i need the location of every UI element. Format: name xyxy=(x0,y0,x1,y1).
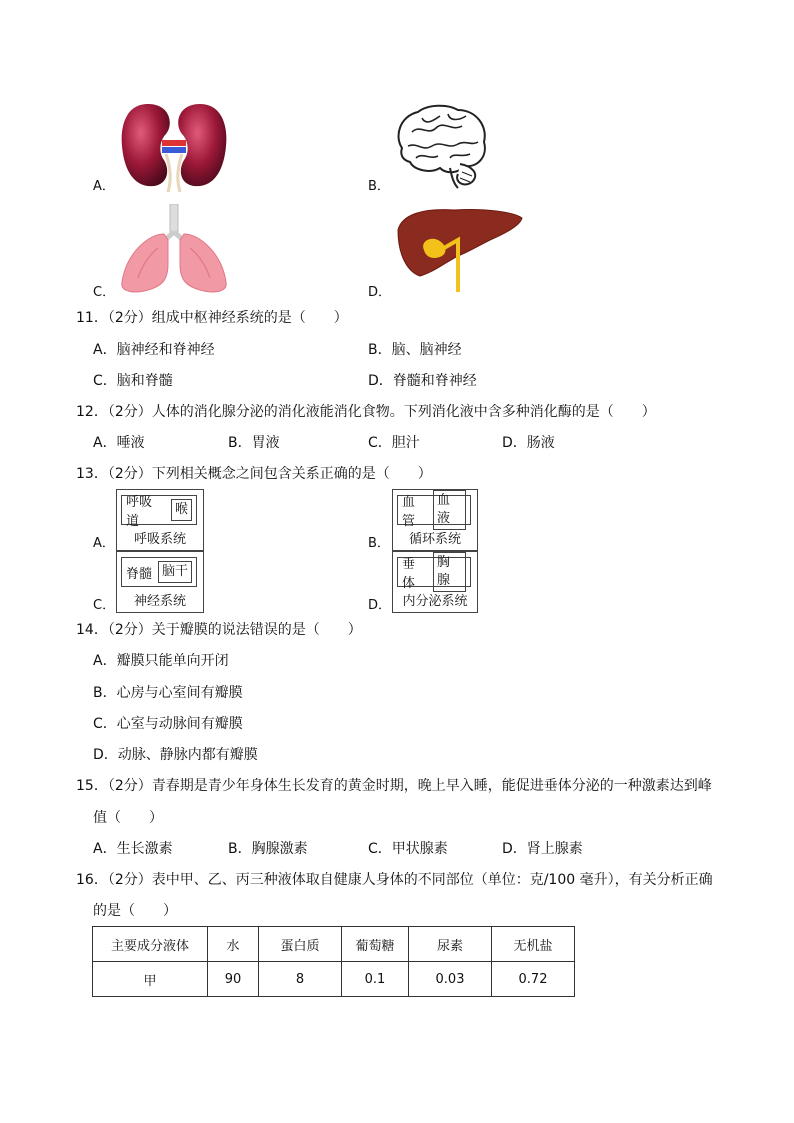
table-cell: 90 xyxy=(208,962,259,997)
q13-option-b-label: B． xyxy=(368,536,390,551)
q14-option-b[interactable]: B．心房与心室间有瓣膜 xyxy=(93,685,243,701)
q16-stem-line1: 16．（2分）表中甲、乙、丙三种液体取自健康人身体的不同部位（单位：克/100 毫升），有关分析正确 xyxy=(76,872,713,888)
q13-option-c-label: C． xyxy=(93,598,116,613)
q16-stem-line2: 的是（ ） xyxy=(93,903,177,919)
q11-option-d[interactable]: D．脊髓和脊神经 xyxy=(368,373,477,389)
table-row xyxy=(93,962,575,997)
table-cell: 0.1 xyxy=(342,962,409,997)
q15-stem-line2: 值（ ） xyxy=(93,810,163,826)
q13-b-outer-term: 血管 xyxy=(402,495,416,529)
q14-option-d[interactable]: D．动脉、静脉内都有瓣膜 xyxy=(93,747,258,763)
q13-option-a-label: A． xyxy=(93,536,115,551)
q13-d-caption: 内分泌系统 xyxy=(402,594,468,609)
q14-option-a[interactable]: A．瓣膜只能单向开闭 xyxy=(93,653,229,669)
q13-d-outer-term: 垂体 xyxy=(402,557,416,591)
q12-option-b[interactable]: B．胃液 xyxy=(228,435,280,451)
q13-c-outer-box xyxy=(121,557,197,587)
q13-d-inner-term: 胸腺 xyxy=(433,552,466,592)
q15-stem-line1: 15．（2分）青春期是青少年身体生长发育的黄金时期，晚上早入睡，能促进垂体分泌的一种激素达到峰 xyxy=(76,778,712,794)
q13-c-caption: 神经系统 xyxy=(133,594,186,609)
kidney-image xyxy=(118,100,230,192)
q12-stem: 12．（2分）人体的消化腺分泌的消化液能消化食物。下列消化液中含多种消化酶的是（ ） xyxy=(76,404,656,420)
q15-option-b[interactable]: B．胸腺激素 xyxy=(228,841,308,857)
q12-option-a[interactable]: A．唾液 xyxy=(93,435,145,451)
q15-option-d[interactable]: D．肾上腺素 xyxy=(502,841,583,857)
table-header-row xyxy=(93,927,575,962)
table-cell: 8 xyxy=(259,962,342,997)
table-cell: 0.03 xyxy=(409,962,492,997)
option-a-label: A． xyxy=(93,179,115,194)
q11-option-b[interactable]: B．脑、脑神经 xyxy=(368,342,462,358)
option-d-label: D． xyxy=(368,285,392,300)
brain-image xyxy=(392,102,490,190)
table-header-cell: 葡萄糖 xyxy=(342,927,409,962)
table-header-cell: 蛋白质 xyxy=(259,927,342,962)
q12-option-d[interactable]: D．肠液 xyxy=(502,435,555,451)
q13-option-a-diagram[interactable] xyxy=(116,489,204,551)
q13-b-outer-box xyxy=(397,493,471,529)
q13-a-outer-term: 呼吸道 xyxy=(126,495,153,529)
q13-option-d-label: D． xyxy=(368,598,392,613)
q13-b-caption: 循环系统 xyxy=(408,532,461,547)
option-b-label: B． xyxy=(368,179,390,194)
q13-c-inner-term: 脑干 xyxy=(158,561,192,583)
table-header-cell: 尿素 xyxy=(409,927,492,962)
table-cell: 甲 xyxy=(93,962,208,997)
q13-option-d-diagram[interactable] xyxy=(392,551,478,613)
q15-option-c[interactable]: C．甲状腺素 xyxy=(368,841,448,857)
table-header-cell: 水 xyxy=(208,927,259,962)
q15-option-a[interactable]: A．生长激素 xyxy=(93,841,173,857)
q13-a-caption: 呼吸系统 xyxy=(133,532,186,547)
q13-a-outer-box xyxy=(121,495,197,529)
q11-option-c[interactable]: C．脑和脊髓 xyxy=(93,373,173,389)
option-c-label: C． xyxy=(93,285,116,300)
q11-option-a[interactable]: A．脑神经和脊神经 xyxy=(93,342,215,358)
table-header-cell: 无机盐 xyxy=(492,927,575,962)
q13-stem: 13．（2分）下列相关概念之间包含关系正确的是（ ） xyxy=(76,466,432,482)
q16-composition-table xyxy=(92,926,575,997)
lungs-image xyxy=(118,204,230,294)
table-cell: 0.72 xyxy=(492,962,575,997)
q13-a-inner-term: 喉 xyxy=(171,499,192,521)
q14-option-c[interactable]: C．心室与动脉间有瓣膜 xyxy=(93,716,243,732)
q12-option-c[interactable]: C．胆汁 xyxy=(368,435,420,451)
q13-d-outer-box xyxy=(397,555,471,591)
table-header-cell: 主要成分液体 xyxy=(93,927,208,962)
liver-image xyxy=(394,206,524,292)
q13-option-c-diagram[interactable] xyxy=(116,551,204,613)
q13-b-inner-term: 血液 xyxy=(433,490,466,530)
q13-c-outer-term: 脊髓 xyxy=(126,566,153,582)
q11-stem: 11．（2分）组成中枢神经系统的是（ ） xyxy=(76,310,348,326)
q14-stem: 14．（2分）关于瓣膜的说法错误的是（ ） xyxy=(76,622,362,638)
q13-option-b-diagram[interactable] xyxy=(392,489,478,551)
